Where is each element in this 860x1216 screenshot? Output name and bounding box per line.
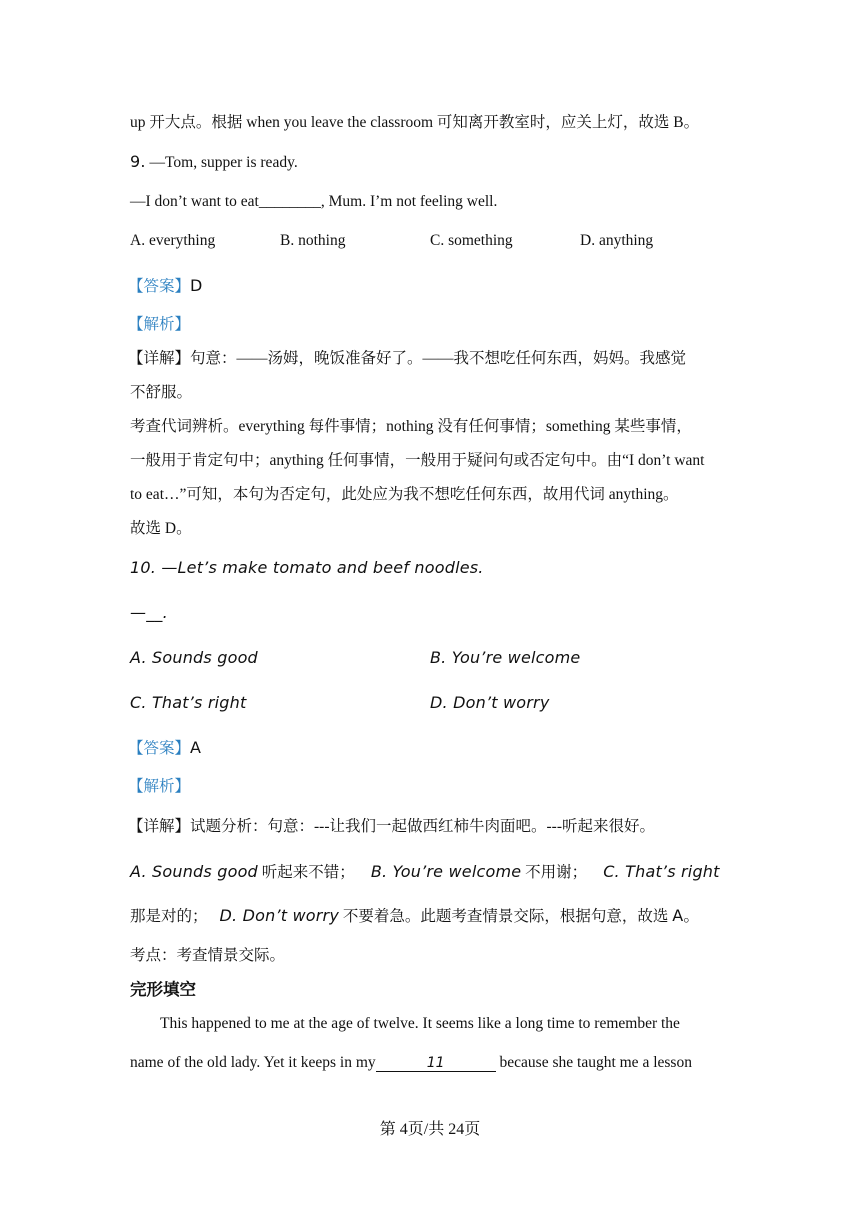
- q10-option-d: D. Don’t worry: [430, 693, 550, 712]
- detail-tag: 【详解】: [128, 350, 191, 367]
- answer-tag: 【答案】: [128, 740, 191, 757]
- analysis-tag: 【解析】: [128, 316, 191, 333]
- detail-tag: 【详解】: [128, 818, 191, 835]
- q10-detail-1: [128, 817, 655, 837]
- passage-text: name of the old lady. Yet it keeps in my: [130, 1054, 376, 1071]
- passage-line-1: This happened to me at the age of twelve. It seems like a long time to remember the: [160, 1015, 680, 1032]
- option-meaning: 不用谢；: [521, 864, 588, 881]
- option-ref: A. Sounds good: [130, 862, 258, 881]
- question-number: 9.: [130, 152, 146, 171]
- answer-value: D: [190, 276, 203, 295]
- q9-detail-3: 考查代词辨析。everything 每件事情；nothing 没有任何事情；something 某些事情，: [130, 418, 692, 435]
- answer-value: A: [190, 738, 202, 757]
- q10-analysis-tag: [128, 777, 190, 797]
- analysis-tag: 【解析】: [128, 778, 191, 795]
- option-ref: B. You’re welcome: [370, 862, 522, 881]
- q9-stem-text: —Tom, supper is ready.: [145, 154, 298, 171]
- section-title: 完形填空: [130, 980, 196, 999]
- q10-detail-2: [130, 862, 720, 883]
- q9-option-a: A. everything: [130, 232, 216, 249]
- q10-detail-3: [130, 906, 700, 927]
- detail-text: 试题分析：句意：---让我们一起做西红柿牛肉面吧。---听起来很好。: [190, 818, 655, 835]
- q9-detail-4: 一般用于肯定句中；anything 任何事情，一般用于疑问句或否定句中。由“I don’t want: [130, 452, 705, 469]
- q9-option-c: C. something: [430, 232, 513, 249]
- answer-ref: A。: [672, 906, 700, 925]
- passage-line-2: [130, 1053, 692, 1073]
- question-10-reply: —__.: [130, 603, 168, 622]
- q9-option-b: B. nothing: [280, 232, 346, 249]
- answer-tag: 【答案】: [128, 278, 191, 295]
- option-meaning: 不要着急。此题考查情景交际，根据句意，故选: [339, 908, 673, 925]
- q9-detail-5: to eat…”可知，本句为否定句，此处应为我不想吃任何东西，故用代词 anything。: [130, 486, 679, 503]
- question-9-stem: [130, 152, 298, 173]
- option-meaning: 听起来不错；: [257, 864, 355, 881]
- q10-option-a: A. Sounds good: [130, 648, 258, 667]
- q9-detail-2: 不舒服。: [130, 384, 193, 401]
- blank-11: 11: [376, 1055, 496, 1072]
- q9-detail-1: [128, 349, 686, 369]
- page-footer: 第 4页/共 24页: [379, 1121, 481, 1138]
- q10-option-b: B. You’re welcome: [430, 648, 581, 667]
- q9-detail-6: 故选 D。: [130, 520, 192, 537]
- text-line: up 开大点。根据 when you leave the classroom 可知离开教室时，应关上灯，故选 B。: [130, 114, 700, 131]
- question-9-reply: —I don’t want to eat________, Mum. I’m not feeling well.: [130, 193, 498, 210]
- q10-point: 考点：考查情景交际。: [130, 947, 286, 964]
- q9-answer: [128, 276, 203, 297]
- passage-text: because she taught me a lesson: [495, 1054, 692, 1071]
- q9-option-d: D. anything: [580, 232, 654, 249]
- option-meaning: 那是对的；: [130, 908, 208, 925]
- q10-option-c: C. That’s right: [130, 693, 247, 712]
- q9-analysis-tag: [128, 315, 190, 335]
- q10-answer: [128, 738, 201, 759]
- option-ref: D. Don’t worry: [219, 906, 340, 925]
- detail-text: 句意：——汤姆，晚饭准备好了。——我不想吃任何东西，妈妈。我感觉: [190, 350, 687, 367]
- question-10-stem: 10. —Let’s make tomato and beef noodles.: [130, 558, 484, 577]
- option-ref: C. That’s right: [603, 862, 720, 881]
